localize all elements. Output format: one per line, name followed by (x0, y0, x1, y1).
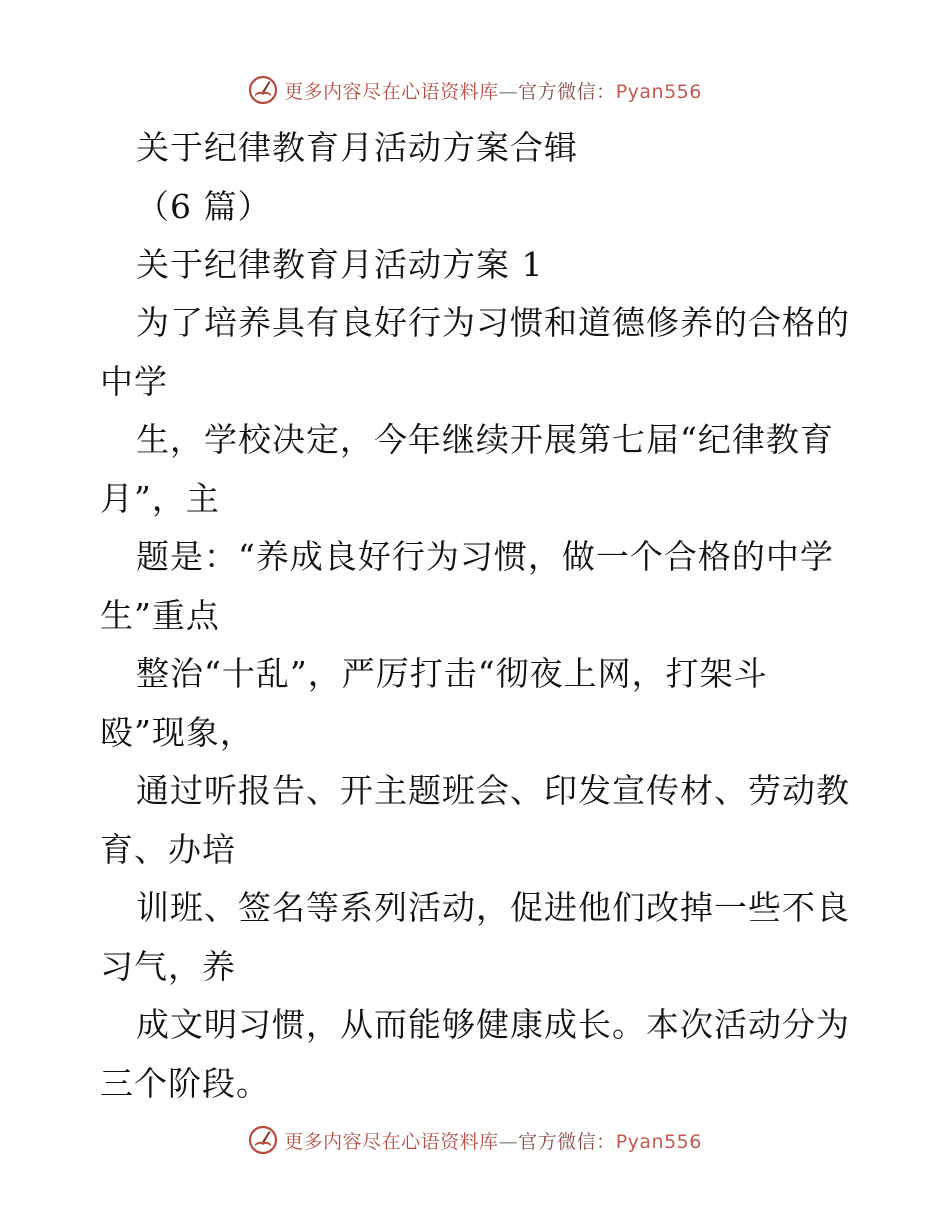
paragraph-line: 为了培养具有良好行为习惯和道德修养的合格的 (136, 303, 850, 342)
watermark-dash: — (498, 80, 519, 103)
paragraph-line: 通过听报告、开主题班会、印发宣传材、劳动教 (136, 771, 850, 810)
paragraph-line: 生，学校决定，今年继续开展第七届“纪律教育 (136, 420, 834, 459)
watermark-text (284, 1127, 702, 1154)
watermark-prefix: 更多内容尽在心语资料库 (284, 1130, 499, 1153)
paragraph-line: 三个阶段。 (100, 1064, 270, 1103)
header-watermark (0, 72, 950, 108)
document-title: 关于纪律教育月活动方案合辑 (136, 128, 578, 167)
watermark-prefix: 更多内容尽在心语资料库 (284, 80, 499, 103)
paragraph-line: 月”，主 (100, 479, 220, 518)
paragraph-line: 中学 (100, 362, 168, 401)
watermark-text (284, 77, 702, 104)
paragraph-line: 育、办培 (100, 830, 236, 869)
watermark-dash: — (498, 1130, 519, 1153)
paragraph-line: 整治“十乱”，严厉打击“彻夜上网，打架斗 (136, 654, 768, 693)
book-quill-logo-icon (248, 1125, 278, 1155)
paragraph-line: 成文明习惯，从而能够健康成长。本次活动分为 (136, 1005, 850, 1044)
paragraph-line: 题是：“养成良好行为习惯，做一个合格的中学 (136, 537, 834, 576)
watermark-account: Pyan556 (615, 80, 702, 103)
paragraph-line: 习气，养 (100, 947, 236, 986)
paragraph-line: 殴”现象， (100, 713, 254, 752)
watermark-account: Pyan556 (615, 1130, 702, 1153)
watermark-wechat-label: 官方微信： (518, 1130, 616, 1153)
paragraph-line: 生”重点 (100, 596, 220, 635)
document-title-count: （6 篇） (136, 187, 272, 226)
book-quill-logo-icon (248, 75, 278, 105)
paragraph-line: 训班、签名等系列活动，促进他们改掉一些不良 (136, 888, 850, 927)
section-heading: 关于纪律教育月活动方案 1 (136, 245, 544, 284)
footer-watermark (0, 1122, 950, 1158)
watermark-wechat-label: 官方微信： (518, 80, 616, 103)
